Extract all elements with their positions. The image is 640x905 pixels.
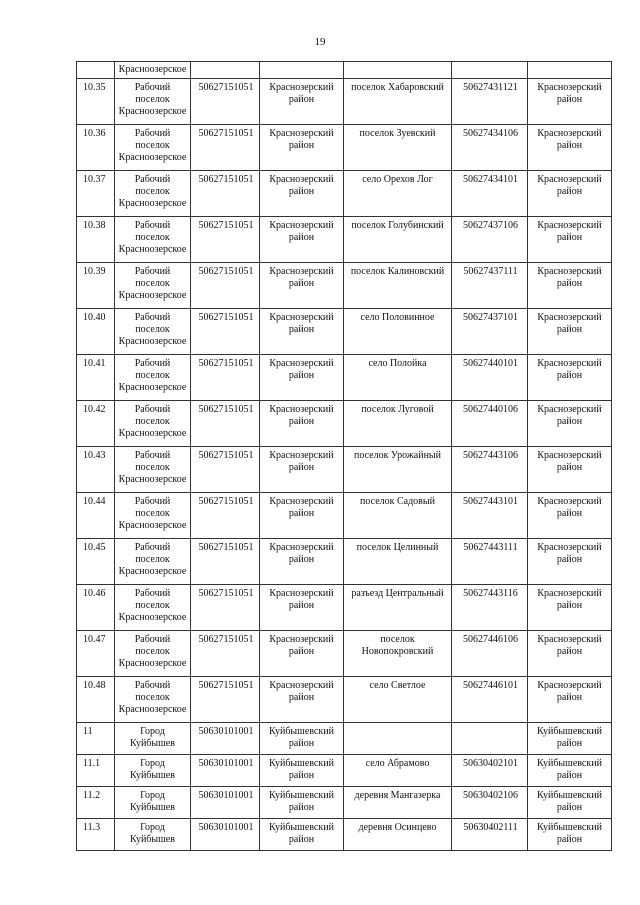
cell-locality: поселок Калиновский xyxy=(344,263,452,309)
cell-district: Куйбышевский район xyxy=(260,819,344,851)
cell-locality-oktmo: 50627443116 xyxy=(452,585,528,631)
cell-oktmo: 50627151051 xyxy=(191,171,260,217)
cell-num: 10.36 xyxy=(77,125,115,171)
cell-oktmo: 50627151051 xyxy=(191,217,260,263)
cell-locality: поселок Целинный xyxy=(344,539,452,585)
cell-num: 10.41 xyxy=(77,355,115,401)
cell-district: Краснозерский район xyxy=(260,355,344,401)
cell-oktmo: 50627151051 xyxy=(191,401,260,447)
cell-locality-oktmo: 50630402106 xyxy=(452,787,528,819)
cell-settlement: Красноозерское xyxy=(115,62,191,79)
cell-num: 11.1 xyxy=(77,755,115,787)
cell-num xyxy=(77,62,115,79)
cell-district: Краснозерский район xyxy=(260,493,344,539)
cell-locality-district: Краснозерский район xyxy=(528,493,612,539)
cell-locality-oktmo: 50627434101 xyxy=(452,171,528,217)
cell-locality-district: Куйбышевский район xyxy=(528,755,612,787)
table-row xyxy=(77,723,612,755)
cell-oktmo: 50627151051 xyxy=(191,539,260,585)
cell-locality: поселок Хабаровский xyxy=(344,79,452,125)
cell-locality: поселок Урожайный xyxy=(344,447,452,493)
cell-settlement: Город Куйбышев xyxy=(115,787,191,819)
cell-locality-oktmo: 50627434106 xyxy=(452,125,528,171)
cell-locality-district: Краснозерский район xyxy=(528,171,612,217)
table-row-continuation xyxy=(77,62,612,79)
cell-locality-district xyxy=(528,62,612,79)
cell-locality-district: Краснозерский район xyxy=(528,631,612,677)
cell-settlement: Рабочий поселок Красноозерское xyxy=(115,309,191,355)
cell-num: 10.37 xyxy=(77,171,115,217)
cell-settlement: Рабочий поселок Красноозерское xyxy=(115,447,191,493)
cell-num: 11.2 xyxy=(77,787,115,819)
cell-locality-district: Куйбышевский район xyxy=(528,787,612,819)
cell-locality-oktmo: 50627437111 xyxy=(452,263,528,309)
cell-settlement: Город Куйбышев xyxy=(115,723,191,755)
cell-settlement: Рабочий поселок Красноозерское xyxy=(115,401,191,447)
cell-oktmo: 50627151051 xyxy=(191,631,260,677)
cell-district: Краснозерский район xyxy=(260,217,344,263)
cell-district xyxy=(260,62,344,79)
cell-locality-district: Краснозерский район xyxy=(528,263,612,309)
table-row xyxy=(77,401,612,447)
cell-num: 10.40 xyxy=(77,309,115,355)
cell-num: 11.3 xyxy=(77,819,115,851)
table-row xyxy=(77,309,612,355)
cell-locality: село Орехов Лог xyxy=(344,171,452,217)
cell-locality: поселок Новопокровский xyxy=(344,631,452,677)
cell-num: 10.42 xyxy=(77,401,115,447)
cell-locality: поселок Садовый xyxy=(344,493,452,539)
cell-num: 10.47 xyxy=(77,631,115,677)
cell-num: 10.38 xyxy=(77,217,115,263)
cell-settlement: Город Куйбышев xyxy=(115,755,191,787)
cell-locality-district: Краснозерский район xyxy=(528,539,612,585)
cell-locality-oktmo: 50627431121 xyxy=(452,79,528,125)
cell-locality-district: Краснозерский район xyxy=(528,217,612,263)
cell-district: Куйбышевский район xyxy=(260,787,344,819)
table-row xyxy=(77,493,612,539)
cell-district: Краснозерский район xyxy=(260,585,344,631)
cell-settlement: Рабочий поселок Красноозерское xyxy=(115,493,191,539)
cell-locality-oktmo: 50627443106 xyxy=(452,447,528,493)
cell-oktmo: 50627151051 xyxy=(191,585,260,631)
settlements-table xyxy=(76,61,612,851)
table-row xyxy=(77,355,612,401)
cell-oktmo: 50630101001 xyxy=(191,723,260,755)
cell-district: Куйбышевский район xyxy=(260,723,344,755)
cell-locality-district: Краснозерский район xyxy=(528,309,612,355)
cell-settlement: Рабочий поселок Красноозерское xyxy=(115,171,191,217)
cell-oktmo: 50627151051 xyxy=(191,79,260,125)
cell-oktmo: 50627151051 xyxy=(191,355,260,401)
cell-locality-oktmo xyxy=(452,723,528,755)
table-row xyxy=(77,447,612,493)
cell-locality-oktmo: 50627443101 xyxy=(452,493,528,539)
table-row xyxy=(77,755,612,787)
cell-locality: поселок Луговой xyxy=(344,401,452,447)
table-row xyxy=(77,125,612,171)
table-row xyxy=(77,263,612,309)
cell-num: 10.44 xyxy=(77,493,115,539)
cell-oktmo xyxy=(191,62,260,79)
cell-locality-oktmo: 50627446101 xyxy=(452,677,528,723)
table-row xyxy=(77,217,612,263)
cell-oktmo: 50627151051 xyxy=(191,493,260,539)
page-number: 19 xyxy=(314,36,326,48)
cell-locality: село Полойка xyxy=(344,355,452,401)
cell-num: 11 xyxy=(77,723,115,755)
cell-settlement: Город Куйбышев xyxy=(115,819,191,851)
cell-oktmo: 50627151051 xyxy=(191,263,260,309)
cell-district: Краснозерский район xyxy=(260,631,344,677)
cell-locality: разъезд Центральный xyxy=(344,585,452,631)
cell-num: 10.48 xyxy=(77,677,115,723)
table-row xyxy=(77,79,612,125)
cell-locality: деревня Мангазерка xyxy=(344,787,452,819)
cell-locality-district: Куйбышевский район xyxy=(528,819,612,851)
cell-district: Краснозерский район xyxy=(260,447,344,493)
cell-locality-oktmo: 50630402101 xyxy=(452,755,528,787)
cell-oktmo: 50627151051 xyxy=(191,447,260,493)
table-row xyxy=(77,787,612,819)
cell-locality-oktmo: 50627446106 xyxy=(452,631,528,677)
cell-locality-oktmo: 50630402111 xyxy=(452,819,528,851)
cell-settlement: Рабочий поселок Красноозерское xyxy=(115,263,191,309)
cell-settlement: Рабочий поселок Красноозерское xyxy=(115,79,191,125)
cell-locality-district: Краснозерский район xyxy=(528,677,612,723)
cell-locality: деревня Осинцево xyxy=(344,819,452,851)
cell-oktmo: 50630101001 xyxy=(191,819,260,851)
cell-locality xyxy=(344,62,452,79)
cell-locality: село Абрамово xyxy=(344,755,452,787)
cell-settlement: Рабочий поселок Красноозерское xyxy=(115,355,191,401)
cell-district: Куйбышевский район xyxy=(260,755,344,787)
cell-settlement: Рабочий поселок Красноозерское xyxy=(115,125,191,171)
cell-num: 10.46 xyxy=(77,585,115,631)
cell-locality-district: Краснозерский район xyxy=(528,79,612,125)
cell-district: Краснозерский район xyxy=(260,539,344,585)
cell-district: Краснозерский район xyxy=(260,401,344,447)
cell-locality-district: Краснозерский район xyxy=(528,355,612,401)
cell-num: 10.35 xyxy=(77,79,115,125)
cell-locality: поселок Голубинский xyxy=(344,217,452,263)
cell-district: Краснозерский район xyxy=(260,263,344,309)
cell-locality-oktmo: 50627440106 xyxy=(452,401,528,447)
cell-district: Краснозерский район xyxy=(260,79,344,125)
table-row xyxy=(77,819,612,851)
cell-locality-oktmo: 50627440101 xyxy=(452,355,528,401)
cell-settlement: Рабочий поселок Красноозерское xyxy=(115,585,191,631)
cell-locality-district: Краснозерский район xyxy=(528,401,612,447)
cell-locality-district: Краснозерский район xyxy=(528,447,612,493)
cell-num: 10.45 xyxy=(77,539,115,585)
table-row xyxy=(77,585,612,631)
cell-locality: село Половинное xyxy=(344,309,452,355)
cell-settlement: Рабочий поселок Красноозерское xyxy=(115,539,191,585)
cell-district: Краснозерский район xyxy=(260,677,344,723)
cell-locality xyxy=(344,723,452,755)
cell-locality-district: Краснозерский район xyxy=(528,125,612,171)
cell-district: Краснозерский район xyxy=(260,125,344,171)
cell-locality: поселок Зуевский xyxy=(344,125,452,171)
cell-oktmo: 50627151051 xyxy=(191,125,260,171)
cell-settlement: Рабочий поселок Красноозерское xyxy=(115,217,191,263)
table-body xyxy=(77,62,612,851)
cell-locality-oktmo: 50627437106 xyxy=(452,217,528,263)
cell-district: Краснозерский район xyxy=(260,309,344,355)
table-row xyxy=(77,677,612,723)
cell-locality: село Светлое xyxy=(344,677,452,723)
cell-locality-oktmo: 50627437101 xyxy=(452,309,528,355)
cell-district: Краснозерский район xyxy=(260,171,344,217)
table-row xyxy=(77,171,612,217)
cell-settlement: Рабочий поселок Красноозерское xyxy=(115,631,191,677)
cell-locality-oktmo: 50627443111 xyxy=(452,539,528,585)
table-row xyxy=(77,539,612,585)
table-row xyxy=(77,631,612,677)
cell-locality-oktmo xyxy=(452,62,528,79)
cell-oktmo: 50630101001 xyxy=(191,755,260,787)
cell-oktmo: 50627151051 xyxy=(191,677,260,723)
cell-num: 10.39 xyxy=(77,263,115,309)
cell-locality-district: Куйбышевский район xyxy=(528,723,612,755)
cell-locality-district: Краснозерский район xyxy=(528,585,612,631)
cell-settlement: Рабочий поселок Красноозерское xyxy=(115,677,191,723)
cell-oktmo: 50627151051 xyxy=(191,309,260,355)
cell-oktmo: 50630101001 xyxy=(191,787,260,819)
cell-num: 10.43 xyxy=(77,447,115,493)
